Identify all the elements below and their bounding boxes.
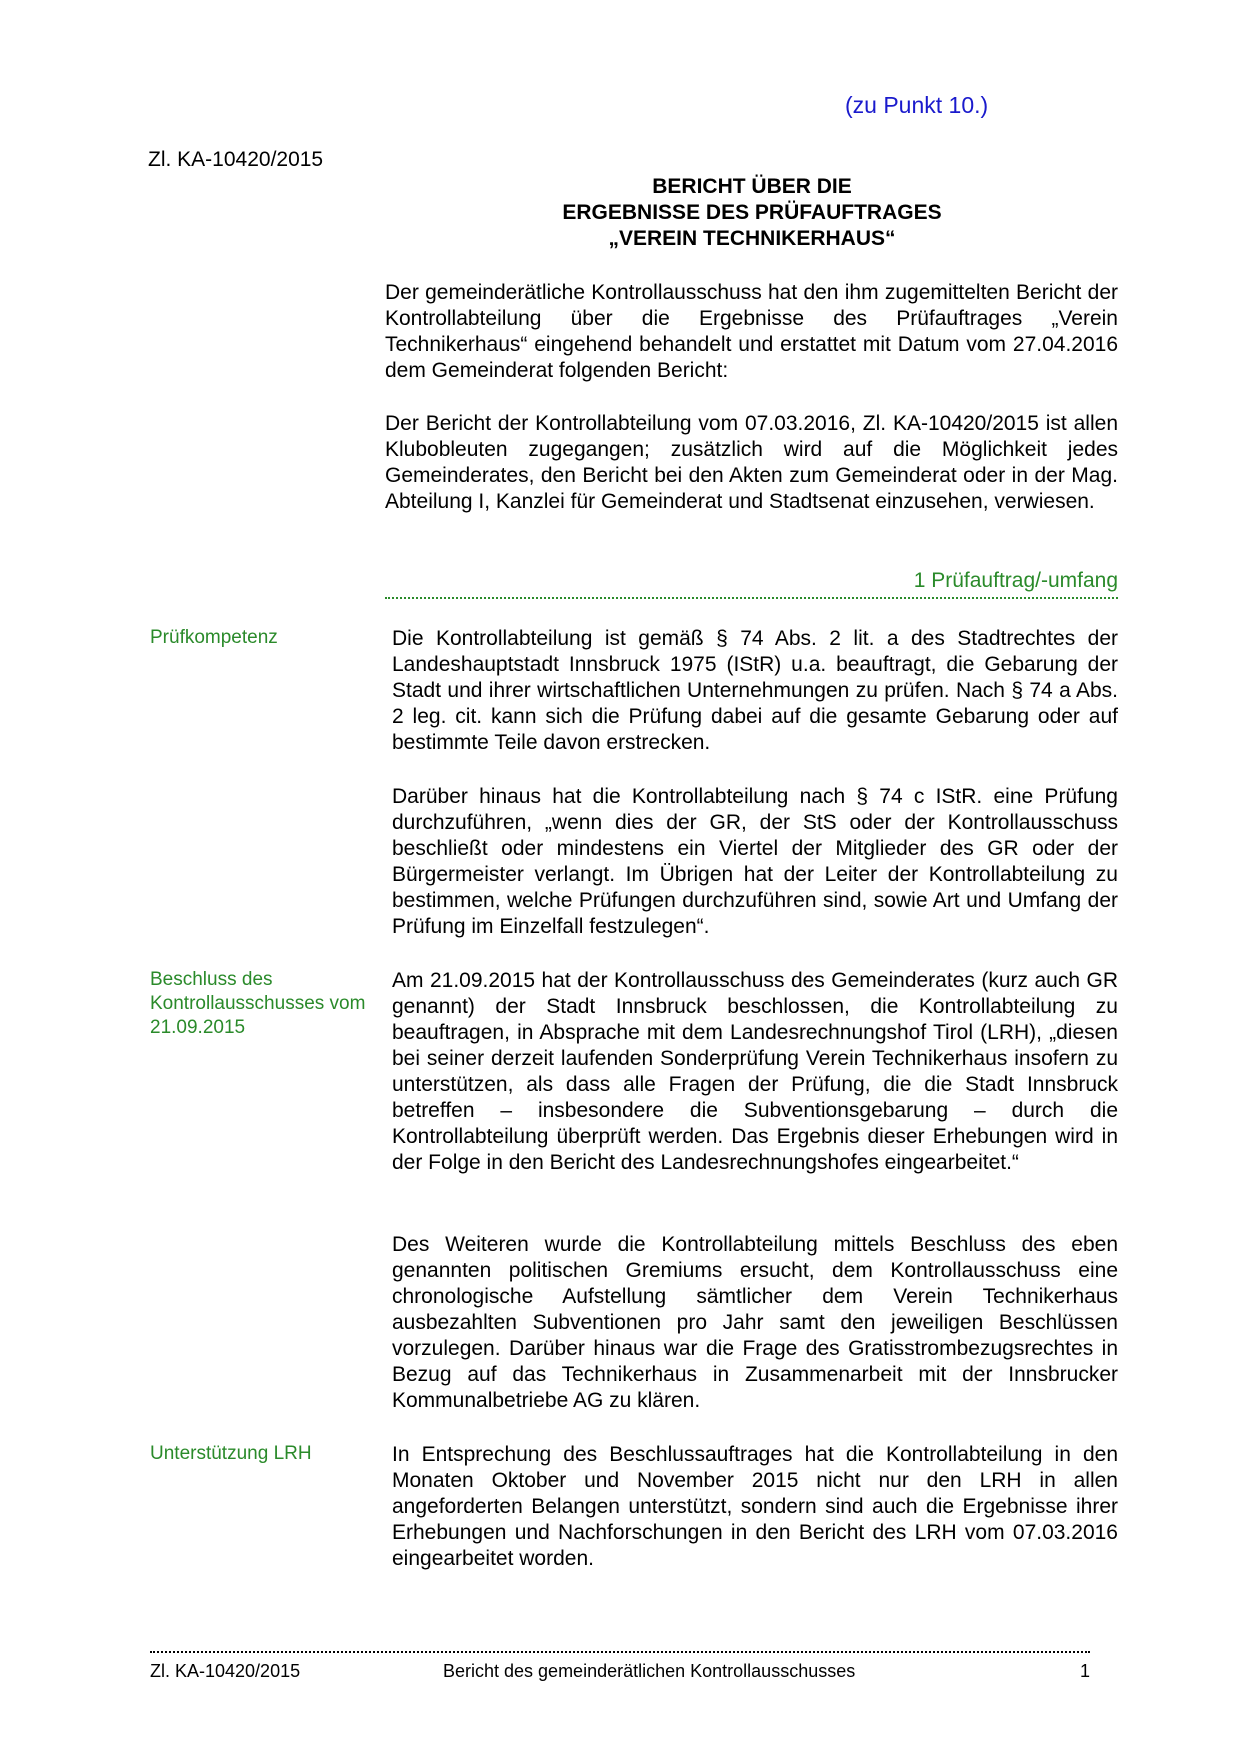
sidenote-beschluss: Beschluss des Kontrollausschusses vom 21.09.2015 (150, 969, 366, 1038)
sidenote-pruefkompetenz: Prüfkompetenz (150, 627, 278, 648)
body-paragraph-5: In Entsprechung des Beschlussauftrages hat die Kontrollabteilung in den Monaten Oktober und November 2015 nicht nur den LRH in allen angeforderten Belangen unterstützt, sondern sind auch die Ergebnisse ihrer Erhebungen und Nachforschungen in den Bericht des LRH vom 07.03.2016 eingearbeitet worden. (392, 1443, 1118, 1570)
top-reference: (zu Punkt 10.) (845, 92, 989, 118)
body-paragraph-3: Am 21.09.2015 hat der Kontrollausschuss des Gemeinderates (kurz auch GR genannt) der Stadt Innsbruck beschlossen, die Kontrollabteilung zu beauftragen, in Absprache mit dem Landesrechnungshof Tirol (LRH), „diesen bei seiner derzeit laufenden Sonderprüfung Verein Technikerhaus insofern zu unterstützen, als dass alle Fragen der Prüfung, die die Stadt Innsbruck betreffen – insbesondere die Subventionsgebarung – durch die Kontrollabteilung überprüft werden. Das Ergebnis dieser Erhebungen wird in der Folge in den Bericht des Landesrechnungshofes eingearbeitet.“ (392, 969, 1118, 1174)
body-paragraph-4: Des Weiteren wurde die Kontrollabteilung mittels Beschluss des eben genannten politischen Gremiums ersucht, dem Kontrollausschuss eine chronologische Aufstellung sämtlicher dem Verein Technikerhaus ausbezahlten Subventionen pro Jahr samt den jeweiligen Beschlüssen vorzulegen. Darüber hinaus war die Frage des Gratisstrombezugsrechtes in Bezug auf das Technikerhaus in Zusammenarbeit mit der Innsbrucker Kommunalbetriebe AG zu klären. (392, 1233, 1118, 1412)
footer-divider (150, 1651, 1090, 1653)
title-line-2: ERGEBNISSE DES PRÜFAUFTRAGES (562, 201, 942, 224)
title-line-1: BERICHT ÜBER DIE (652, 175, 852, 198)
file-number: Zl. KA-10420/2015 (148, 148, 324, 171)
footer-title: Bericht des gemeinderätlichen Kontrollausschusses (443, 1661, 856, 1681)
body-paragraph-2: Darüber hinaus hat die Kontrollabteilung nach § 74 c IStR. eine Prüfung durchzuführen, „wenn dies der GR, der StS oder der Kontrollausschuss beschließt oder mindestens ein Viertel der Mitglieder des GR oder der Bürgermeister verlangt. Im Übrigen hat der Leiter der Kontrollabteilung zu bestimmen, welche Prüfungen durchzuführen sind, sowie Art und Umfang der Prüfung im Einzelfall festzulegen“. (392, 785, 1118, 938)
intro-paragraph-2: Der Bericht der Kontrollabteilung vom 07.03.2016, Zl. KA-10420/2015 ist allen Klubobleuten zugegangen; zusätzlich wird auf die Möglichkeit jedes Gemeinderates, den Bericht bei den Akten zum Gemeinderat oder in der Mag. Abteilung I, Kanzlei für Gemeinderat und Stadtsenat einzusehen, verwiesen. (385, 412, 1118, 513)
report-title (380, 174, 1124, 252)
sidenote-unterstuetzung: Unterstützung LRH (150, 1443, 312, 1464)
section-heading: 1 Prüfauftrag/-umfang (913, 569, 1118, 592)
intro-paragraph-1: Der gemeinderätliche Kontrollausschuss hat den ihm zugemittelten Bericht der Kontrollabteilung über die Ergebnisse des Prüfauftrages „Verein Technikerhaus“ eingehend behandelt und erstattet mit Datum vom 27.04.2016 dem Gemeinderat folgenden Bericht: (385, 281, 1118, 382)
title-line-3: „VEREIN TECHNIKERHAUS“ (608, 227, 896, 250)
page-number: 1 (1080, 1661, 1091, 1681)
section-divider (385, 597, 1118, 599)
footer-file-number: Zl. KA-10420/2015 (150, 1661, 301, 1681)
body-paragraph-1: Die Kontrollabteilung ist gemäß § 74 Abs. 2 lit. a des Stadtrechtes der Landeshauptstadt Innsbruck 1975 (IStR) u.a. beauftragt, die Gebarung der Stadt und ihrer wirtschaftlichen Unternehmungen zu prüfen. Nach § 74 a Abs. 2 leg. cit. kann sich die Prüfung dabei auf die gesamte Gebarung oder auf bestimmte Teile davon erstrecken. (392, 627, 1118, 754)
